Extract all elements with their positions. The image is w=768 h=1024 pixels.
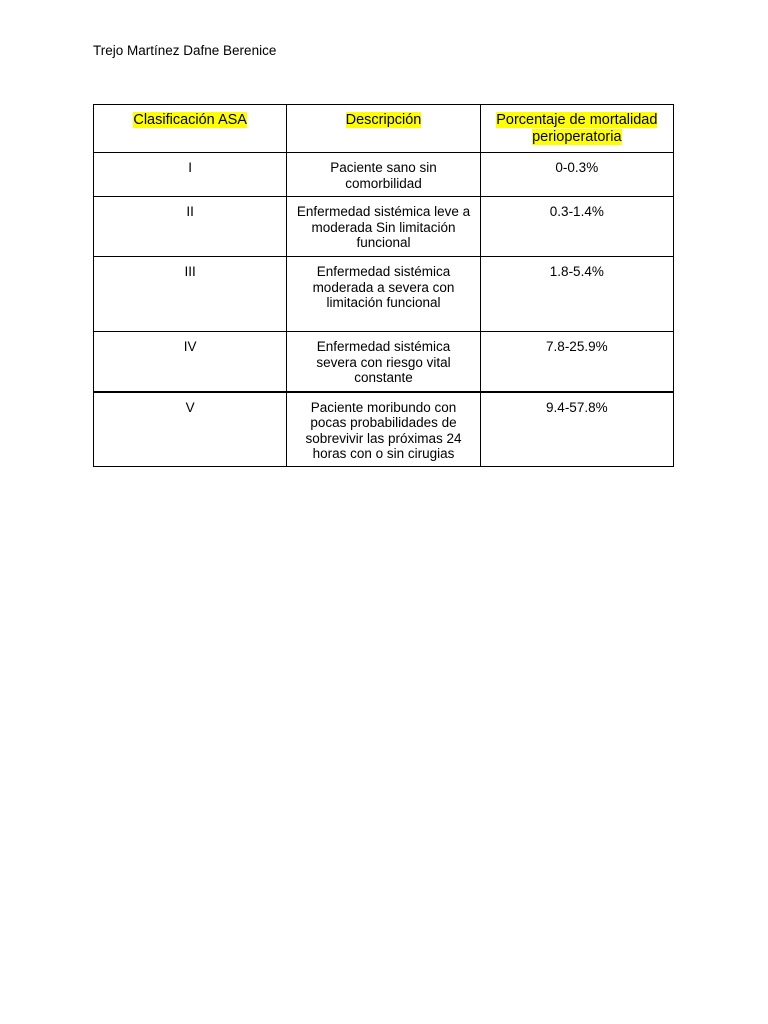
cell-descripcion: Paciente sano sin comorbilidad <box>287 153 480 197</box>
table-header-row <box>94 105 674 153</box>
cell-mortalidad: 7.8-25.9% <box>480 332 673 392</box>
table-row <box>94 153 674 197</box>
header-asa-label: Clasificación ASA <box>133 112 247 128</box>
header-mortalidad <box>480 105 673 153</box>
cell-asa: I <box>94 153 287 197</box>
cell-asa: IV <box>94 332 287 392</box>
author-name: Trejo Martínez Dafne Berenice <box>93 43 277 58</box>
header-mortalidad-label: Porcentaje de mortalidad perioperatoria <box>496 112 658 145</box>
cell-asa: V <box>94 392 287 467</box>
cell-mortalidad: 0-0.3% <box>480 153 673 197</box>
cell-descripcion: Paciente moribundo con pocas probabilidades de sobrevivir las próximas 24 horas con o sin cirugias <box>287 392 480 467</box>
table-row <box>94 257 674 332</box>
header-asa <box>94 105 287 153</box>
asa-classification-table <box>93 104 674 467</box>
cell-mortalidad: 0.3-1.4% <box>480 197 673 257</box>
cell-descripcion: Enfermedad sistémica leve a moderada Sin limitación funcional <box>287 197 480 257</box>
header-descripcion-label: Descripción <box>345 112 422 128</box>
table-row <box>94 332 674 392</box>
cell-mortalidad: 1.8-5.4% <box>480 257 673 332</box>
cell-descripcion: Enfermedad sistémica severa con riesgo vital constante <box>287 332 480 392</box>
cell-asa: II <box>94 197 287 257</box>
table-row <box>94 392 674 467</box>
header-descripcion <box>287 105 480 153</box>
cell-descripcion: Enfermedad sistémica moderada a severa con limitación funcional <box>287 257 480 332</box>
cell-asa: III <box>94 257 287 332</box>
cell-mortalidad: 9.4-57.8% <box>480 392 673 467</box>
table-row <box>94 197 674 257</box>
